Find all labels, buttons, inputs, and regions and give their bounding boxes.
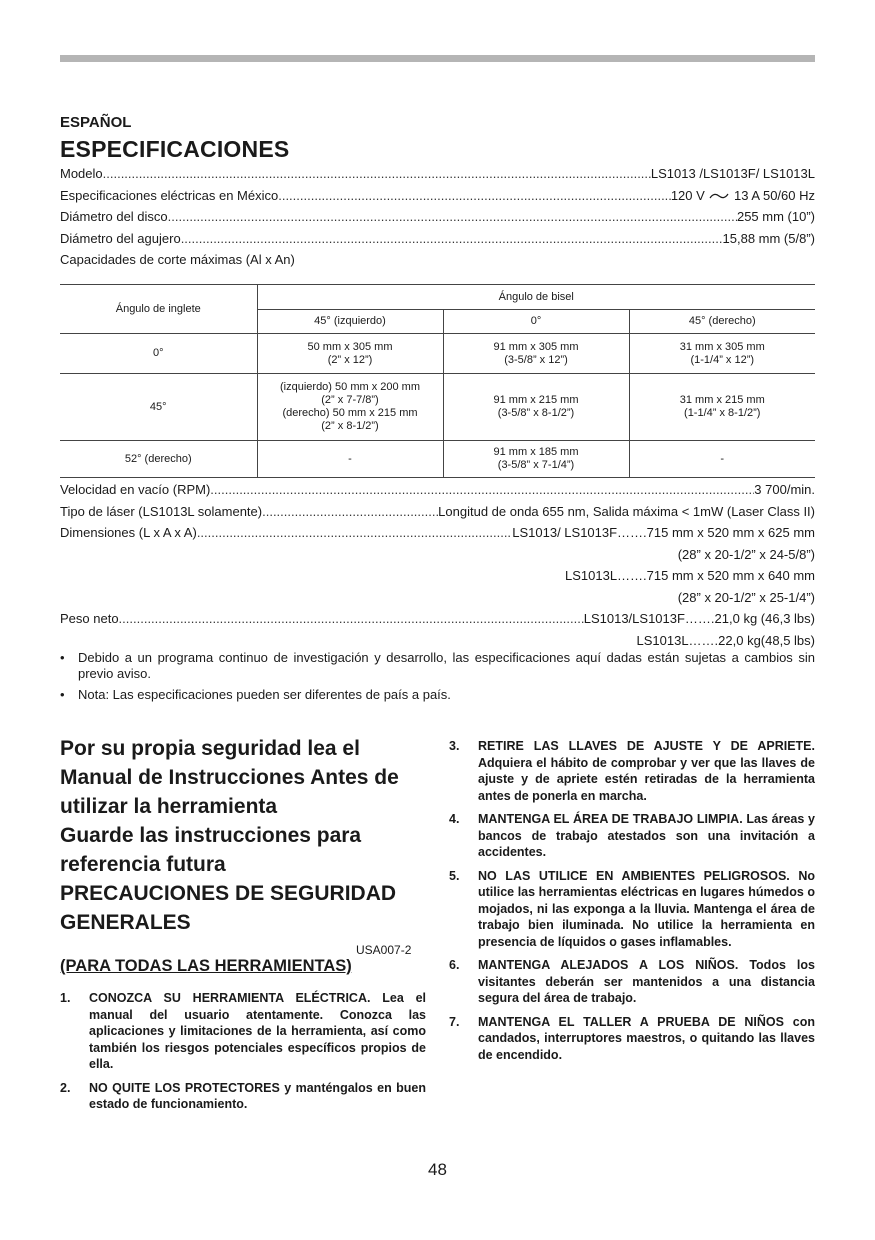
specifications-list-2 — [60, 482, 815, 654]
capacities-title: Capacidades de corte máximas (Al x An) — [60, 252, 295, 267]
spec-dimensions-line: LS1013L…….715 mm x 520 mm x 640 mm — [565, 568, 815, 583]
table-row — [60, 374, 815, 441]
list-item: • Nota: Las especificaciones pueden ser diferentes de país a país. — [60, 687, 451, 702]
leader-dots — [168, 209, 737, 224]
bevel-col-right: 45° (derecho) — [629, 310, 815, 334]
list-item: 4. MANTENGA EL ÁREA DE TRABAJO LIMPIA. Las áreas y bancos de trabajo atestados son una invitación a accidentes. — [449, 812, 815, 859]
table-cell: 50 mm x 305 mm (2” x 12”) — [257, 334, 443, 374]
table-cell: 52° (derecho) — [60, 441, 257, 478]
document-code: USA007-2 — [356, 943, 412, 957]
bevel-col-zero: 0° — [443, 310, 629, 334]
safety-heading-keep-instructions: Guarde las instrucciones para referencia futura — [60, 824, 362, 876]
leader-dots — [197, 525, 512, 540]
specifications-list — [60, 166, 815, 274]
top-rule — [60, 55, 815, 62]
spec-dimensions-line: (28” x 20-1/2” x 24-5/8”) — [677, 546, 815, 562]
safety-headings — [60, 734, 430, 937]
safety-list-right — [449, 738, 815, 1070]
table-cell: 91 mm x 215 mm (3-5/8” x 8-1/2”) — [443, 374, 629, 441]
page-title: ESPECIFICACIONES — [60, 136, 290, 162]
table-row — [60, 334, 815, 374]
leader-dots — [119, 611, 584, 626]
spec-model: Modelo ..... LS1013 /LS1013F/ LS1013L — [60, 166, 815, 188]
list-item: 5. NO LAS UTILICE EN AMBIENTES PELIGROSOS. No utilice las herramientas eléctricas en lugares húmedos o mojados, ni las exponga a la lluvia. Mantenga el área de trabajo bien iluminada. No utilice la herramienta en presencia de líquidos o gases inflamables. — [449, 868, 815, 949]
leader-dots — [278, 188, 671, 203]
spec-weight-line: LS1013L…….22,0 kg(48,5 lbs) — [636, 632, 815, 648]
leader-dots — [210, 482, 754, 497]
notes-list — [60, 650, 815, 708]
list-item: 1. CONOZCA SU HERRAMIENTA ELÉCTRICA. Lea el manual del usuario atentamente. Conozca las aplicaciones y limitaciones de la herramienta, así como también los riesgos potenciales específicos propios de ella. — [60, 991, 426, 1071]
table-cell: 0° — [60, 334, 257, 374]
safety-list-left — [60, 990, 426, 1120]
spec-weight: Peso neto ..... LS1013/LS1013F…….21,0 kg (46,3 lbs) — [60, 611, 815, 633]
spec-disc-diameter: Diámetro del disco ..... 255 mm (10”) — [60, 209, 815, 231]
leader-dots — [262, 504, 438, 519]
table-cell: (izquierdo) 50 mm x 200 mm (2” x 7-7/8”) (derecho) 50 mm x 215 mm (2” x 8-1/2”) — [257, 374, 443, 441]
leader-dots — [103, 166, 651, 181]
table-cell: 91 mm x 185 mm (3-5/8” x 7-1/4”) — [443, 441, 629, 478]
language-label: ESPAÑOL — [60, 114, 132, 131]
table-row — [60, 441, 815, 478]
bullet-icon: • — [60, 650, 65, 665]
spec-hole-diameter: Diámetro del agujero ..... 15,88 mm (5/8”) — [60, 231, 815, 253]
list-item: 7. MANTENGA EL TALLER A PRUEBA DE NIÑOS con candados, interruptores maestros, o quitando las llaves de encendido. — [449, 1014, 815, 1062]
bevel-header: Ángulo de bisel — [257, 285, 815, 310]
cutting-capacity-table — [60, 284, 815, 478]
list-item: • Debido a un programa continuo de investigación y desarrollo, las especificaciones aquí dadas están sujetas a cambios sin previo aviso. — [60, 650, 815, 681]
spec-dimensions-line: (28” x 20-1/2” x 25-1/4”) — [677, 589, 815, 605]
leader-dots — [181, 231, 723, 246]
table-cell: 31 mm x 305 mm (1-1/4” x 12”) — [629, 334, 815, 374]
spec-dimensions: Dimensiones (L x A x A) ..... LS1013/ LS1013F…….715 mm x 520 mm x 625 mm — [60, 525, 815, 547]
safety-heading-read-manual: Por su propia seguridad lea el Manual de Instrucciones Antes de utilizar la herramienta — [60, 737, 399, 818]
spec-speed: Velocidad en vacío (RPM) ..... 3 700/min. — [60, 482, 815, 504]
spec-electrical: Especificaciones eléctricas en México ..... 120 V 13 A 50/60 Hz — [60, 188, 815, 210]
table-row — [60, 285, 815, 310]
table-cell: - — [257, 441, 443, 478]
bevel-col-left: 45° (izquierdo) — [257, 310, 443, 334]
table-cell: 91 mm x 305 mm (3-5/8” x 12”) — [443, 334, 629, 374]
page-number: 48 — [428, 1160, 447, 1179]
list-item: 6. MANTENGA ALEJADOS A LOS NIÑOS. Todos los visitantes deberán ser mantenidos a una distancia segura del área de trabajo. — [449, 958, 815, 1005]
ac-symbol-icon — [708, 188, 730, 203]
list-item: 3. RETIRE LAS LLAVES DE AJUSTE Y DE APRIETE. Adquiera el hábito de comprobar y ver que las llaves de ajuste y de apriete estén retiradas de la herramienta antes de ponerla en marcha. — [449, 739, 815, 803]
table-cell: 31 mm x 215 mm (1-1/4” x 8-1/2”) — [629, 374, 815, 441]
safety-heading-precautions: PRECAUCIONES DE SEGURIDAD GENERALES — [60, 882, 397, 934]
list-item: 2. NO QUITE LOS PROTECTORES y manténgalos en buen estado de funcionamiento. — [60, 1080, 426, 1111]
miter-header: Ángulo de inglete — [60, 285, 257, 334]
table-cell: 45° — [60, 374, 257, 441]
spec-laser: Tipo de láser (LS1013L solamente) ..... Longitud de onda 655 nm, Salida máxima < 1mW (Laser Class II) — [60, 504, 815, 526]
section-subheading: (PARA TODAS LAS HERRAMIENTAS) — [60, 957, 352, 975]
table-cell: - — [629, 441, 815, 478]
bullet-icon: • — [60, 687, 65, 702]
